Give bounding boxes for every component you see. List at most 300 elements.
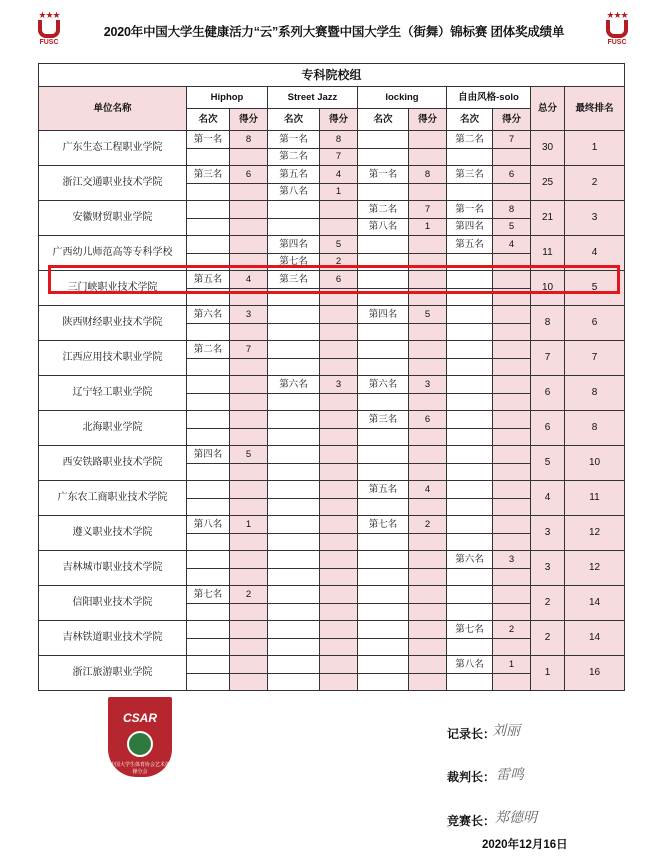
score-cell xyxy=(230,411,268,429)
placement-cell: 第八名 xyxy=(268,183,320,201)
score-cell: 4 xyxy=(230,271,268,289)
score-cell: 4 xyxy=(409,481,447,499)
total-score: 5 xyxy=(531,446,565,481)
placement-cell xyxy=(268,586,320,604)
score-cell xyxy=(230,201,268,219)
placement-cell xyxy=(447,638,493,656)
placement-cell: 第六名 xyxy=(187,306,230,324)
score-cell xyxy=(230,463,268,481)
fusc-logo-left xyxy=(30,10,68,54)
unit-name: 北海职业学院 xyxy=(39,411,187,446)
unit-name: 安徽财贸职业学院 xyxy=(39,201,187,236)
total-score: 8 xyxy=(531,306,565,341)
placement-cell xyxy=(358,533,409,551)
placement-cell xyxy=(268,481,320,499)
score-cell xyxy=(230,568,268,586)
date: 2020年12月16日 xyxy=(482,839,568,851)
final-rank: 2 xyxy=(565,166,625,201)
total-score: 2 xyxy=(531,621,565,656)
final-rank: 12 xyxy=(565,516,625,551)
final-rank: 4 xyxy=(565,236,625,271)
score-cell xyxy=(320,218,358,236)
total-score: 11 xyxy=(531,236,565,271)
score-cell xyxy=(320,603,358,621)
score-cell xyxy=(493,533,531,551)
event-header: Hiphop xyxy=(187,87,268,109)
score-cell: 3 xyxy=(493,551,531,569)
unit-name: 吉林铁道职业技术学院 xyxy=(39,621,187,656)
placement-cell xyxy=(447,183,493,201)
placement-cell xyxy=(447,481,493,499)
unit-name: 浙江交通职业技术学院 xyxy=(39,166,187,201)
placement-cell xyxy=(268,358,320,376)
fusc-logo-right xyxy=(598,10,636,54)
score-cell xyxy=(409,463,447,481)
placement-cell xyxy=(187,603,230,621)
score-cell xyxy=(493,586,531,604)
score-cell xyxy=(320,411,358,429)
placement-cell xyxy=(447,341,493,359)
placement-cell xyxy=(187,568,230,586)
unit-name: 辽宁轻工职业学院 xyxy=(39,376,187,411)
score-cell xyxy=(409,236,447,254)
score-cell xyxy=(493,271,531,289)
score-cell xyxy=(493,463,531,481)
score-cell xyxy=(493,638,531,656)
table-row xyxy=(39,201,625,219)
placement-cell xyxy=(358,393,409,411)
placement-cell xyxy=(358,621,409,639)
score-cell xyxy=(493,358,531,376)
placement-cell xyxy=(447,411,493,429)
event-header: 自由风格-solo xyxy=(447,87,531,109)
placement-cell xyxy=(187,621,230,639)
logo-text: FUSC xyxy=(39,39,59,46)
final-rank: 7 xyxy=(565,341,625,376)
sub-header-name: 名次 xyxy=(447,109,493,131)
placement-cell xyxy=(187,218,230,236)
placement-cell xyxy=(268,306,320,324)
score-cell: 4 xyxy=(493,236,531,254)
placement-cell: 第三名 xyxy=(268,271,320,289)
table-row xyxy=(39,586,625,604)
score-cell: 1 xyxy=(230,516,268,534)
placement-cell xyxy=(268,533,320,551)
score-cell xyxy=(230,376,268,394)
score-cell xyxy=(409,621,447,639)
sub-header-name: 名次 xyxy=(358,109,409,131)
placement-cell xyxy=(358,148,409,166)
placement-cell xyxy=(447,568,493,586)
placement-cell: 第六名 xyxy=(268,376,320,394)
score-cell xyxy=(409,148,447,166)
score-cell xyxy=(409,533,447,551)
score-cell xyxy=(320,306,358,324)
placement-cell xyxy=(268,498,320,516)
unit-name: 吉林城市职业技术学院 xyxy=(39,551,187,586)
logo-text: FUSC xyxy=(607,39,627,46)
placement-cell: 第一名 xyxy=(187,131,230,149)
placement-cell: 第一名 xyxy=(268,131,320,149)
score-cell xyxy=(320,428,358,446)
score-cell xyxy=(493,568,531,586)
placement-cell: 第六名 xyxy=(358,376,409,394)
score-cell xyxy=(320,446,358,464)
score-cell xyxy=(320,201,358,219)
placement-cell xyxy=(447,288,493,306)
placement-cell xyxy=(358,446,409,464)
score-cell xyxy=(320,673,358,691)
placement-cell xyxy=(447,673,493,691)
score-cell xyxy=(230,656,268,674)
placement-cell xyxy=(268,201,320,219)
badge-title: CSAR xyxy=(122,711,157,725)
placement-cell xyxy=(268,411,320,429)
score-cell xyxy=(230,236,268,254)
score-cell: 8 xyxy=(320,131,358,149)
score-cell: 2 xyxy=(230,586,268,604)
total-score: 2 xyxy=(531,586,565,621)
unit-name: 广东农工商职业技术学院 xyxy=(39,481,187,516)
score-cell xyxy=(230,148,268,166)
score-cell xyxy=(230,533,268,551)
score-cell xyxy=(320,463,358,481)
placement-cell xyxy=(187,533,230,551)
total-score: 21 xyxy=(531,201,565,236)
total-score: 25 xyxy=(531,166,565,201)
final-rank: 14 xyxy=(565,621,625,656)
score-cell xyxy=(230,218,268,236)
results-table xyxy=(38,63,625,691)
placement-cell xyxy=(447,253,493,271)
score-cell: 4 xyxy=(320,166,358,184)
placement-cell xyxy=(187,411,230,429)
placement-cell xyxy=(268,621,320,639)
score-cell xyxy=(230,253,268,271)
placement-cell xyxy=(447,148,493,166)
score-cell xyxy=(409,446,447,464)
placement-cell xyxy=(447,446,493,464)
score-cell: 3 xyxy=(230,306,268,324)
table-row xyxy=(39,236,625,254)
placement-cell xyxy=(268,446,320,464)
sub-header-score: 得分 xyxy=(493,109,531,131)
placement-cell xyxy=(447,376,493,394)
final-rank: 11 xyxy=(565,481,625,516)
final-rank: 8 xyxy=(565,411,625,446)
placement-cell xyxy=(268,516,320,534)
placement-cell: 第三名 xyxy=(187,166,230,184)
score-cell: 6 xyxy=(493,166,531,184)
placement-cell xyxy=(358,341,409,359)
placement-cell: 第四名 xyxy=(187,446,230,464)
score-cell: 8 xyxy=(493,201,531,219)
score-cell xyxy=(320,498,358,516)
score-cell xyxy=(409,603,447,621)
placement-cell: 第五名 xyxy=(358,481,409,499)
score-cell xyxy=(493,428,531,446)
score-cell xyxy=(409,253,447,271)
placement-cell xyxy=(447,393,493,411)
judge-label: 裁判长： xyxy=(447,770,496,784)
score-cell xyxy=(320,586,358,604)
table-row xyxy=(39,551,625,569)
placement-cell: 第四名 xyxy=(268,236,320,254)
placement-cell: 第六名 xyxy=(447,551,493,569)
placement-cell: 第八名 xyxy=(358,218,409,236)
placement-cell: 第三名 xyxy=(358,411,409,429)
score-cell xyxy=(493,481,531,499)
placement-cell xyxy=(187,183,230,201)
star-icon: ★★★ xyxy=(38,10,60,20)
judge-signature: 雷鸣 xyxy=(496,767,524,783)
score-cell xyxy=(409,586,447,604)
placement-cell xyxy=(358,568,409,586)
score-cell xyxy=(409,498,447,516)
unit-name: 陕西财经职业技术学院 xyxy=(39,306,187,341)
recorder-signature: 刘丽 xyxy=(492,723,520,739)
total-score: 30 xyxy=(531,131,565,166)
score-cell xyxy=(493,341,531,359)
score-cell xyxy=(493,253,531,271)
placement-cell xyxy=(187,428,230,446)
group-header: 专科院校组 xyxy=(39,64,625,87)
unit-name: 信阳职业技术学院 xyxy=(39,586,187,621)
placement-cell xyxy=(358,638,409,656)
total-score: 6 xyxy=(531,376,565,411)
placement-cell: 第一名 xyxy=(358,166,409,184)
recorder-label: 记录长： xyxy=(447,727,496,741)
score-cell xyxy=(409,131,447,149)
unit-name: 三门峡职业技术学院 xyxy=(39,271,187,306)
score-cell xyxy=(409,638,447,656)
placement-cell xyxy=(187,481,230,499)
final-rank: 3 xyxy=(565,201,625,236)
rank-header: 最终排名 xyxy=(565,87,625,131)
placement-cell xyxy=(447,428,493,446)
total-score: 3 xyxy=(531,516,565,551)
score-cell xyxy=(409,551,447,569)
score-cell xyxy=(320,568,358,586)
csar-badge xyxy=(108,697,172,777)
placement-cell: 第五名 xyxy=(268,166,320,184)
score-cell: 3 xyxy=(409,376,447,394)
table-row xyxy=(39,131,625,149)
score-cell xyxy=(320,323,358,341)
score-cell xyxy=(409,656,447,674)
placement-cell xyxy=(447,533,493,551)
score-cell: 7 xyxy=(230,341,268,359)
score-cell xyxy=(493,376,531,394)
score-cell xyxy=(409,428,447,446)
placement-cell: 第七名 xyxy=(187,586,230,604)
placement-cell xyxy=(268,323,320,341)
unit-name: 遵义职业技术学院 xyxy=(39,516,187,551)
table-row xyxy=(39,481,625,499)
score-cell: 7 xyxy=(320,148,358,166)
placement-cell xyxy=(358,551,409,569)
score-cell xyxy=(230,498,268,516)
score-cell xyxy=(493,411,531,429)
score-cell: 2 xyxy=(409,516,447,534)
placement-cell xyxy=(447,358,493,376)
score-cell xyxy=(320,341,358,359)
placement-cell xyxy=(268,673,320,691)
unit-name: 广西幼儿师范高等专科学校 xyxy=(39,236,187,271)
placement-cell xyxy=(358,586,409,604)
unit-name: 广东生态工程职业学院 xyxy=(39,131,187,166)
final-rank: 10 xyxy=(565,446,625,481)
score-cell xyxy=(230,323,268,341)
placement-cell xyxy=(268,393,320,411)
score-cell xyxy=(409,673,447,691)
score-cell xyxy=(320,638,358,656)
placement-cell xyxy=(358,131,409,149)
table-row xyxy=(39,656,625,674)
placement-cell: 第二名 xyxy=(358,201,409,219)
score-cell xyxy=(493,393,531,411)
placement-cell xyxy=(187,236,230,254)
score-cell: 1 xyxy=(493,656,531,674)
score-cell: 2 xyxy=(320,253,358,271)
score-cell xyxy=(230,673,268,691)
final-rank: 1 xyxy=(565,131,625,166)
placement-cell xyxy=(358,236,409,254)
sub-header-score: 得分 xyxy=(409,109,447,131)
score-cell: 6 xyxy=(409,411,447,429)
placement-cell: 第二名 xyxy=(447,131,493,149)
score-cell xyxy=(230,183,268,201)
score-cell xyxy=(493,603,531,621)
placement-cell xyxy=(358,673,409,691)
sub-header-name: 名次 xyxy=(268,109,320,131)
score-cell: 6 xyxy=(230,166,268,184)
sub-header-name: 名次 xyxy=(187,109,230,131)
score-cell: 1 xyxy=(320,183,358,201)
placement-cell xyxy=(187,463,230,481)
score-cell xyxy=(230,428,268,446)
placement-cell xyxy=(187,201,230,219)
score-cell xyxy=(230,288,268,306)
placement-cell xyxy=(187,376,230,394)
placement-cell xyxy=(187,638,230,656)
placement-cell xyxy=(358,323,409,341)
sub-header-score: 得分 xyxy=(230,109,268,131)
placement-cell xyxy=(268,218,320,236)
table-row xyxy=(39,376,625,394)
placement-cell xyxy=(268,656,320,674)
placement-cell xyxy=(358,358,409,376)
unit-name: 浙江旅游职业学院 xyxy=(39,656,187,691)
table-row xyxy=(39,621,625,639)
placement-cell xyxy=(358,183,409,201)
placement-cell: 第七名 xyxy=(358,516,409,534)
score-cell xyxy=(493,183,531,201)
score-cell: 6 xyxy=(320,271,358,289)
final-rank: 8 xyxy=(565,376,625,411)
total-score: 7 xyxy=(531,341,565,376)
table-row xyxy=(39,411,625,429)
placement-cell xyxy=(187,673,230,691)
total-header: 总分 xyxy=(531,87,565,131)
placement-cell xyxy=(187,288,230,306)
score-cell xyxy=(409,568,447,586)
score-cell xyxy=(409,341,447,359)
final-rank: 5 xyxy=(565,271,625,306)
score-cell xyxy=(493,498,531,516)
score-cell: 5 xyxy=(409,306,447,324)
placement-cell: 第四名 xyxy=(358,306,409,324)
placement-cell xyxy=(358,253,409,271)
placement-cell: 第五名 xyxy=(447,236,493,254)
placement-cell xyxy=(268,568,320,586)
placement-cell xyxy=(358,603,409,621)
score-cell: 7 xyxy=(409,201,447,219)
director-label: 竞赛长： xyxy=(447,814,496,828)
placement-cell xyxy=(358,271,409,289)
sub-header-score: 得分 xyxy=(320,109,358,131)
placement-cell xyxy=(268,551,320,569)
placement-cell xyxy=(447,586,493,604)
score-cell xyxy=(320,288,358,306)
score-cell: 8 xyxy=(409,166,447,184)
score-cell xyxy=(230,393,268,411)
dancer-icon xyxy=(127,731,153,757)
total-score: 4 xyxy=(531,481,565,516)
score-cell xyxy=(409,183,447,201)
score-cell: 8 xyxy=(230,131,268,149)
table-row xyxy=(39,341,625,359)
placement-cell xyxy=(447,603,493,621)
placement-cell xyxy=(187,148,230,166)
table-row xyxy=(39,446,625,464)
total-score: 10 xyxy=(531,271,565,306)
placement-cell: 第二名 xyxy=(187,341,230,359)
placement-cell xyxy=(268,341,320,359)
placement-cell xyxy=(268,638,320,656)
placement-cell xyxy=(187,393,230,411)
score-cell xyxy=(409,393,447,411)
placement-cell xyxy=(187,498,230,516)
score-cell xyxy=(409,288,447,306)
score-cell xyxy=(230,481,268,499)
table-row xyxy=(39,271,625,289)
score-cell xyxy=(320,551,358,569)
score-cell xyxy=(230,603,268,621)
score-cell xyxy=(320,656,358,674)
placement-cell xyxy=(187,253,230,271)
final-rank: 16 xyxy=(565,656,625,691)
placement-cell: 第三名 xyxy=(447,166,493,184)
score-cell xyxy=(493,148,531,166)
placement-cell xyxy=(187,551,230,569)
placement-cell xyxy=(358,463,409,481)
unit-header: 单位名称 xyxy=(39,87,187,131)
placement-cell: 第七名 xyxy=(268,253,320,271)
score-cell: 2 xyxy=(493,621,531,639)
placement-cell xyxy=(187,323,230,341)
placement-cell xyxy=(268,428,320,446)
score-cell xyxy=(493,306,531,324)
placement-cell: 第一名 xyxy=(447,201,493,219)
placement-cell xyxy=(447,516,493,534)
placement-cell: 第八名 xyxy=(447,656,493,674)
score-cell xyxy=(230,358,268,376)
score-cell: 3 xyxy=(320,376,358,394)
score-cell: 5 xyxy=(493,218,531,236)
total-score: 3 xyxy=(531,551,565,586)
event-header: Street Jazz xyxy=(268,87,358,109)
